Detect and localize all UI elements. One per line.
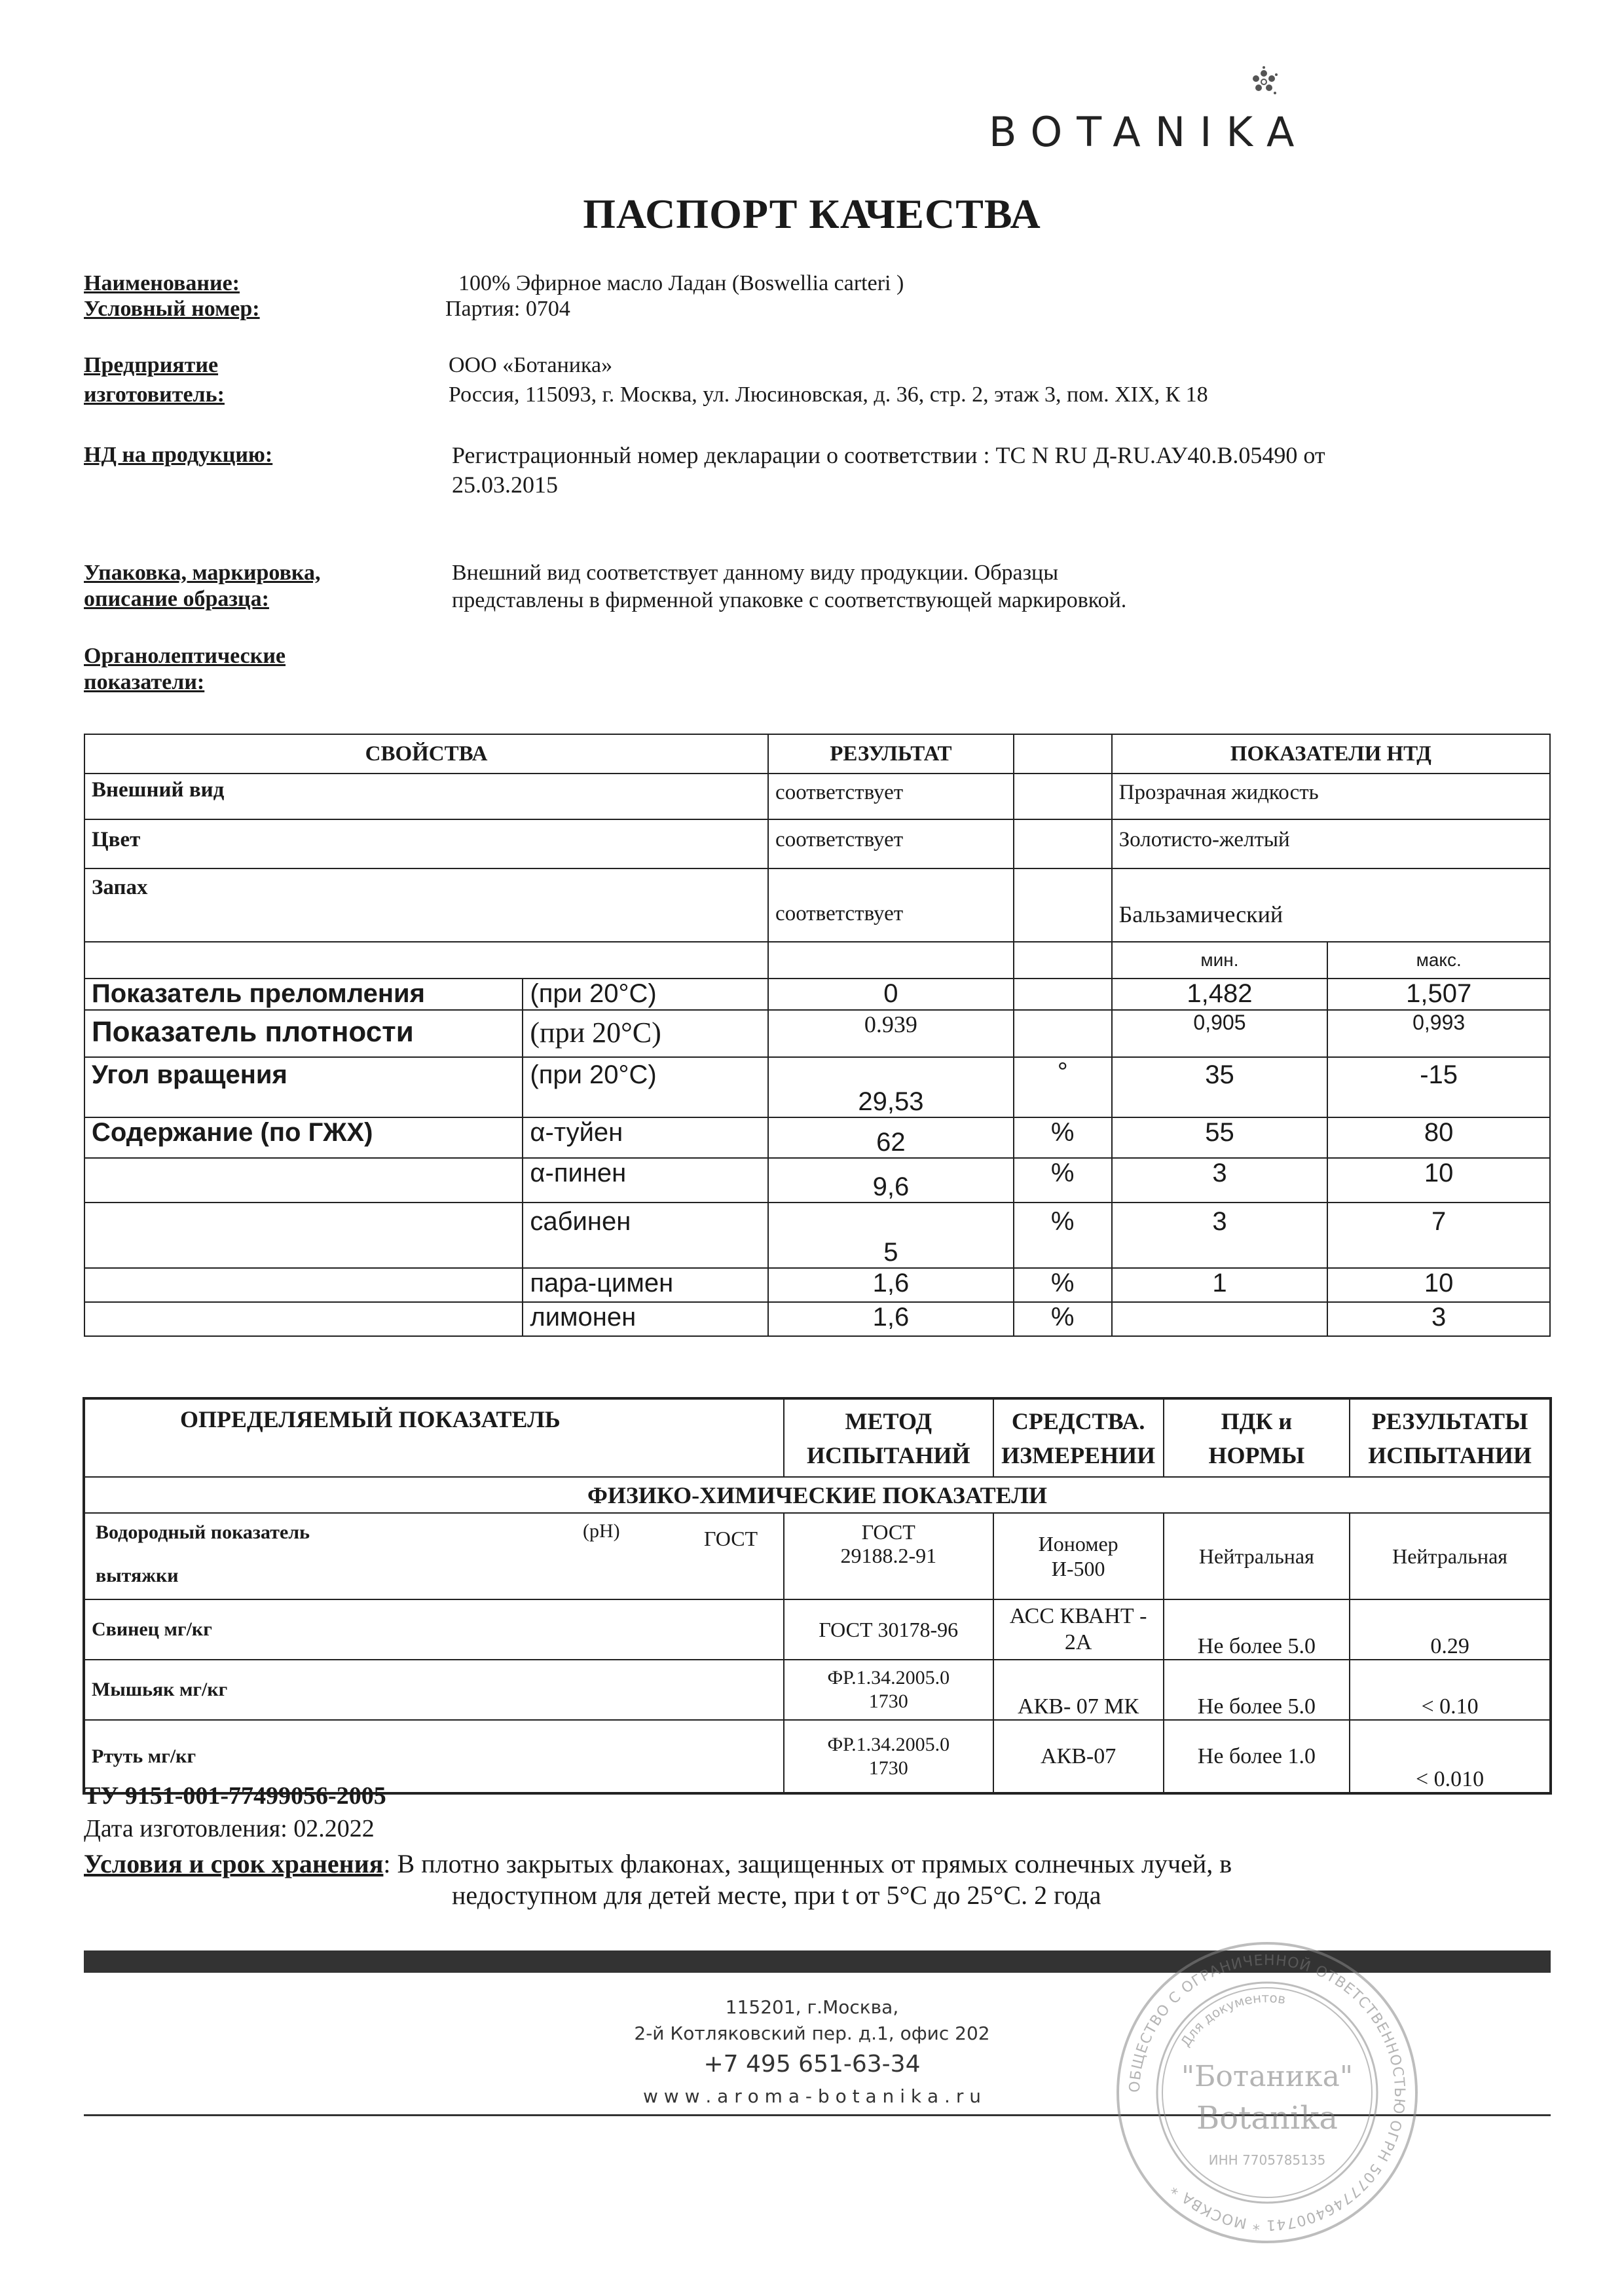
param-name: Показатель преломления: [84, 979, 523, 1010]
table-row: [84, 1660, 1551, 1720]
storage-text-2: недоступном для детей месте, при t от 5°С до 25°С. 2 года: [452, 1880, 1101, 1910]
organo-label: Органолептические: [84, 644, 286, 668]
param-result: 1,6: [768, 1268, 1014, 1302]
cell-blank: [1014, 868, 1112, 942]
param-result: 9,6: [768, 1158, 1014, 1203]
cell-blank: [1014, 942, 1112, 979]
param-name: Угол вращения: [84, 1057, 523, 1117]
param-unit: °: [1014, 1057, 1112, 1117]
metal-means: АСС КВАНТ - 2А: [993, 1599, 1164, 1660]
organo-result: соответствует: [768, 868, 1014, 942]
param-max: 1,507: [1327, 979, 1550, 1010]
param-result: 1,6: [768, 1302, 1014, 1336]
stamp-ring-text: ОБЩЕСТВО С ОГРАНИЧЕННОЙ ОТВЕТСТВЕННОСТЬЮ ОГРН 5077746400741 * МОСКВА *: [1126, 1952, 1408, 2233]
table-row: [84, 1599, 1551, 1660]
company-stamp: [1113, 1939, 1421, 2247]
header-results: РЕЗУЛЬТАТЫ ИСПЫТАНИИ: [1350, 1398, 1551, 1477]
table-row: [84, 1302, 1550, 1336]
param-cond: α-туйен: [523, 1117, 768, 1158]
param-cond: пара-цимен: [523, 1268, 768, 1302]
metal-result: < 0.010: [1350, 1720, 1551, 1793]
table-row: [84, 774, 1550, 819]
param-min: 55: [1112, 1117, 1328, 1158]
footer-city: 115201, г.Москва,: [725, 1996, 899, 2018]
section-title: ФИЗИКО-ХИМИЧЕСКИЕ ПОКАЗАТЕЛИ: [84, 1477, 1551, 1513]
metal-name: Мышьяк мг/кг: [84, 1660, 784, 1720]
organo-label-2: показатели:: [84, 670, 205, 694]
param-max: 3: [1327, 1302, 1550, 1336]
svg-text:Для документов: [1177, 1990, 1287, 2049]
header-ntd: ПОКАЗАТЕЛИ НТД: [1112, 734, 1550, 774]
param-cond: (при 20°С): [523, 979, 768, 1010]
param-result: 5: [768, 1203, 1014, 1268]
metal-method: ФР.1.34.2005.0 1730: [784, 1660, 993, 1720]
param-cond: (при 20°С): [523, 1010, 768, 1057]
footer-website: w w w . a r o m a - b o t a n i k a . r u: [642, 2085, 982, 2107]
param-min: 0,905: [1112, 1010, 1328, 1057]
header-means: СРЕДСТВА. ИЗМЕРЕНИИ: [993, 1398, 1164, 1477]
metal-means: АКВ-07: [993, 1720, 1164, 1793]
table-row: [84, 1010, 1550, 1057]
param-cond: α-пинен: [523, 1158, 768, 1203]
metal-result: 0.29: [1350, 1599, 1551, 1660]
param-min: 3: [1112, 1203, 1328, 1268]
ph-means: Иономер И-500: [993, 1513, 1164, 1599]
page-title: ПАСПОРТ КАЧЕСТВА: [583, 191, 1041, 237]
cell-blank: [1014, 774, 1112, 819]
ph-result: Нейтральная: [1350, 1513, 1551, 1599]
maker-label-2: изготовитель:: [84, 382, 225, 407]
cell-blank: [84, 1203, 523, 1268]
table-row: [84, 1268, 1550, 1302]
stamp-center-ru: "Ботаника": [1181, 2060, 1354, 2093]
header-props: СВОЙСТВА: [84, 734, 768, 774]
ph-name-2: вытяжки: [96, 1565, 179, 1586]
stamp-inner-text: Для документов: [1177, 1990, 1287, 2050]
param-name: Содержание (по ГЖХ): [84, 1117, 523, 1158]
table-row: [84, 868, 1550, 942]
header-blank: [1014, 734, 1112, 774]
organo-ntd: Бальзамический: [1112, 868, 1550, 942]
name-label: Наименование:: [84, 271, 240, 295]
production-date: Дата изготовления: 02.2022: [84, 1815, 375, 1842]
param-min: 3: [1112, 1158, 1328, 1203]
storage-text: : В плотно закрытых флаконах, защищенных от прямых солнечных лучей, в: [383, 1849, 1232, 1878]
organo-result: соответствует: [768, 774, 1014, 819]
param-unit: %: [1014, 1117, 1112, 1158]
param-name: Показатель плотности: [84, 1010, 523, 1057]
cell-blank: [84, 942, 768, 979]
footer-address: 2-й Котляковский пер. д.1, офис 202: [634, 2023, 990, 2044]
param-cond: лимонен: [523, 1302, 768, 1336]
param-min: 35: [1112, 1057, 1328, 1117]
table-row: [84, 1513, 1551, 1599]
table-row: [84, 979, 1550, 1010]
ph-unit: (pH): [583, 1520, 620, 1542]
metal-name: Свинец мг/кг: [84, 1599, 784, 1660]
metal-method: ФР.1.34.2005.0 1730: [784, 1720, 993, 1793]
organo-name: Запах: [84, 868, 768, 942]
header-indicator: ОПРЕДЕЛЯЕМЫЙ ПОКАЗАТЕЛЬ: [84, 1398, 784, 1477]
organo-ntd: Прозрачная жидкость: [1112, 774, 1550, 819]
cell-blank: [768, 942, 1014, 979]
param-max: 10: [1327, 1268, 1550, 1302]
organo-result: соответствует: [768, 819, 1014, 868]
footer-phone: +7 495 651-63-34: [703, 2051, 921, 2078]
param-min: [1112, 1302, 1328, 1336]
param-min: 1: [1112, 1268, 1328, 1302]
physchem-table: [83, 1397, 1552, 1795]
code-value: Партия: 0704: [445, 297, 570, 321]
cell-blank: [84, 1302, 523, 1336]
properties-table: [84, 734, 1551, 1337]
param-cond: сабинен: [523, 1203, 768, 1268]
pack-label-2: описание образца:: [84, 587, 269, 611]
pack-label: Упаковка, маркировка,: [84, 561, 321, 585]
maker-address: Россия, 115093, г. Москва, ул. Люсиновская, д. 36, стр. 2, этаж 3, пом. XIX, К 18: [449, 382, 1208, 407]
name-value: 100% Эфирное масло Ладан (Boswellia carteri ): [458, 271, 904, 295]
cell-blank: [84, 1158, 523, 1203]
param-result: 0: [768, 979, 1014, 1010]
pack-value: Внешний вид соответствует данному виду продукции. Образцы: [452, 561, 1059, 585]
maker-name: ООО «Ботаника»: [449, 353, 613, 377]
table-row: [84, 1203, 1550, 1268]
ph-gost: ГОСТ: [704, 1527, 758, 1550]
storage-conditions: [84, 1848, 1232, 1879]
metal-pdk: Не более 5.0: [1164, 1599, 1350, 1660]
cell-blank: [84, 1268, 523, 1302]
header-result: РЕЗУЛЬТАТ: [768, 734, 1014, 774]
param-unit: [1014, 1010, 1112, 1057]
stamp-inn: ИНН 7705785135: [1208, 2152, 1326, 2168]
nd-date: 25.03.2015: [452, 472, 558, 498]
ph-pdk: Нейтральная: [1164, 1513, 1350, 1599]
min-label: мин.: [1112, 942, 1328, 979]
maker-label: Предприятие: [84, 353, 219, 377]
max-label: макс.: [1327, 942, 1550, 979]
pack-value-2: представлены в фирменной упаковке с соответствующей маркировкой.: [452, 588, 1127, 612]
metal-result: < 0.10: [1350, 1660, 1551, 1720]
nd-value: Регистрационный номер декларации о соответствии : ТС N RU Д-RU.АУ40.В.05490 от: [452, 442, 1325, 468]
ph-name: Водородный показатель: [96, 1521, 310, 1543]
metal-name: Ртуть мг/кг: [84, 1720, 784, 1793]
metal-pdk: Не более 1.0: [1164, 1720, 1350, 1793]
table-row: [84, 819, 1550, 868]
table-row: [84, 1158, 1550, 1203]
param-max: 10: [1327, 1158, 1550, 1203]
table-row: [84, 1117, 1550, 1158]
table-row: [84, 1057, 1550, 1117]
param-unit: %: [1014, 1158, 1112, 1203]
param-unit: %: [1014, 1302, 1112, 1336]
code-label: Условный номер:: [84, 297, 260, 321]
ph-indicator: [84, 1513, 784, 1599]
organo-name: Цвет: [84, 819, 768, 868]
logo-wordmark: BOTANIKA: [989, 108, 1309, 156]
storage-label: Условия и срок хранения: [84, 1849, 384, 1878]
flower-icon: [1247, 65, 1280, 98]
nd-label: НД на продукцию:: [84, 443, 273, 467]
cell-blank: [1014, 819, 1112, 868]
param-unit: %: [1014, 1268, 1112, 1302]
brand-logo: [989, 59, 1408, 157]
param-unit: [1014, 979, 1112, 1010]
organo-ntd: Золотисто-желтый: [1112, 819, 1550, 868]
stamp-center-en: Botanika: [1196, 2100, 1338, 2136]
header-method: МЕТОД ИСПЫТАНИЙ: [784, 1398, 993, 1477]
param-result: 29,53: [768, 1057, 1014, 1117]
metal-pdk: Не более 5.0: [1164, 1660, 1350, 1720]
param-max: 80: [1327, 1117, 1550, 1158]
param-max: 0,993: [1327, 1010, 1550, 1057]
param-max: 7: [1327, 1203, 1550, 1268]
param-max: -15: [1327, 1057, 1550, 1117]
param-result: 62: [768, 1117, 1014, 1158]
header-pdk: ПДК и НОРМЫ: [1164, 1398, 1350, 1477]
param-cond: (при 20°С): [523, 1057, 768, 1117]
param-unit: %: [1014, 1203, 1112, 1268]
param-result: 0.939: [768, 1010, 1014, 1057]
ph-method: ГОСТ 29188.2-91: [784, 1513, 993, 1599]
organo-name: Внешний вид: [84, 774, 768, 819]
metal-method: ГОСТ 30178-96: [784, 1599, 993, 1660]
tu-number: ТУ 9151-001-77499056-2005: [84, 1782, 386, 1810]
metal-means: АКВ- 07 МК: [993, 1660, 1164, 1720]
param-min: 1,482: [1112, 979, 1328, 1010]
